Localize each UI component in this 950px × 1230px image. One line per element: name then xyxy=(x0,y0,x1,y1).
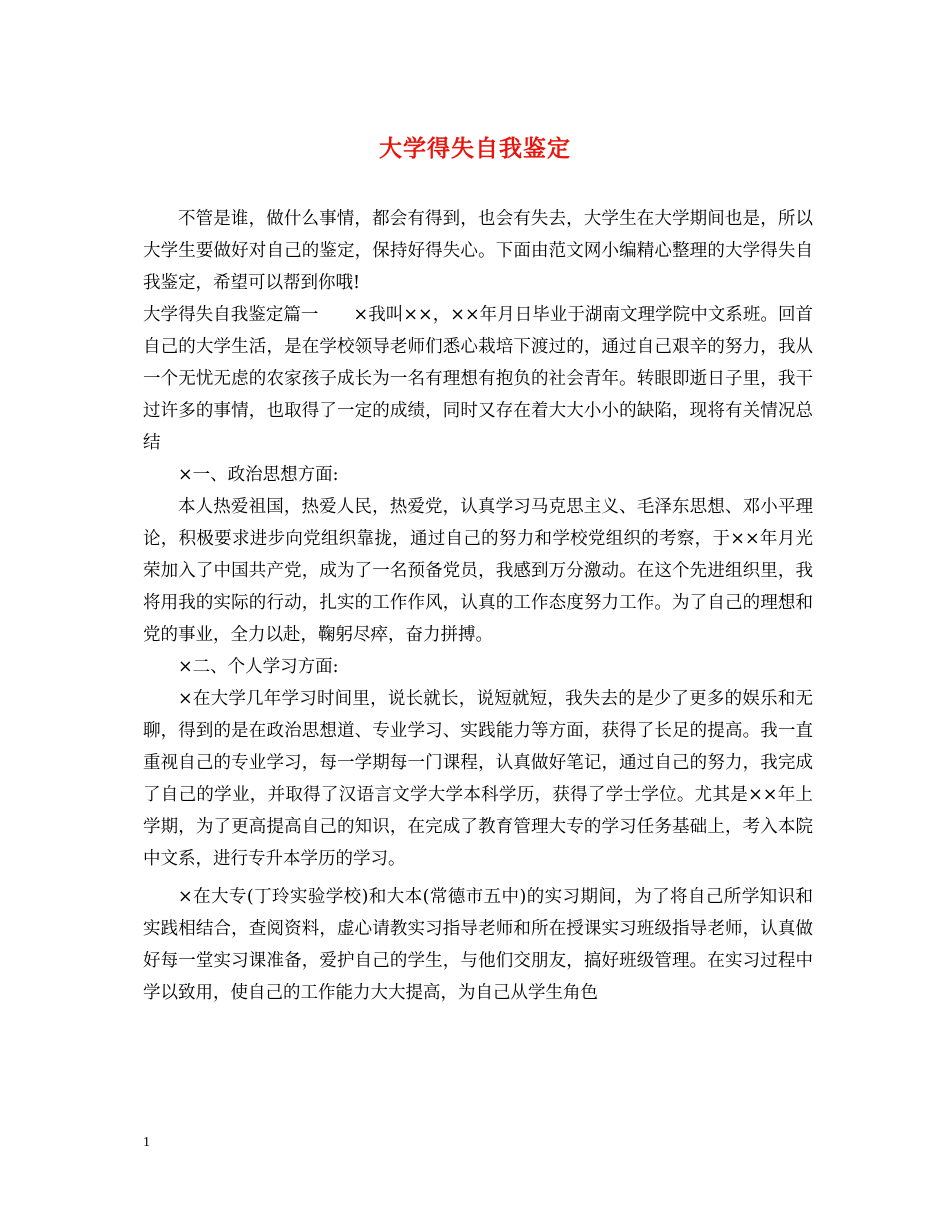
politics-paragraph: 本人热爱祖国，热爱人民，热爱党，认真学习马克思主义、毛泽东思想、邓小平理论，积极要求进步向党组织靠拢，通过自己的努力和学校党组织的考察，于××年月光荣加入了中国共产党，成为了一名预备党员，我感到万分激动。在这个先进组织里，我将用我的实际的行动，扎实的工作作风，认真的工作态度努力工作。为了自己的理想和党的事业，全力以赴，鞠躬尽瘁，奋力拼搏。 xyxy=(143,497,813,645)
document-body xyxy=(143,203,813,1009)
document-title: 大学得失自我鉴定 xyxy=(379,135,571,162)
section-one-paragraph: 大学得失自我鉴定篇一 ×我叫××，××年月日毕业于湖南文理学院中文系班。回首自己的大学生活，是在学校领导老师们悉心栽培下渡过的，通过自己艰辛的努力，我从一个无忧无虑的农家孩子成长为一名有理想有抱负的社会青年。转眼即逝日子里，我干过许多的事情，也取得了一定的成绩，同时又存在着大大小小的缺陷，现将有关情况总结 xyxy=(143,305,813,453)
study-paragraph: ×在大学几年学习时间里，说长就长，说短就短，我失去的是少了更多的娱乐和无聊，得到的是在政治思想道、专业学习、实践能力等方面，获得了长足的提高。我一直重视自己的专业学习，每一学期每一门课程，认真做好笔记，通过自己的努力，我完成了自己的学业，并取得了汉语言文学大学本科学历，获得了学士学位。尤其是××年上学期，为了更高提高自己的知识，在完成了教育管理大专的学习任务基础上，考入本院中文系，进行专升本学历的学习。 xyxy=(143,689,813,869)
intro-paragraph: 不管是谁，做什么事情，都会有得到，也会有失去，大学生在大学期间也是，所以大学生要做好对自己的鉴定，保持好得失心。下面由范文网小编精心整理的大学得失自我鉴定，希望可以帮到你哦! xyxy=(143,209,813,293)
heading-politics: ×一、政治思想方面: xyxy=(178,465,339,485)
page-number: 1 xyxy=(143,1135,150,1150)
heading-study: ×二、个人学习方面: xyxy=(178,657,339,677)
internship-paragraph: ×在大专(丁玲实验学校)和大本(常德市五中)的实习期间，为了将自己所学知识和实践相结合，查阅资料，虚心请教实习指导老师和所在授课实习班级指导老师，认真做好每一堂实习课准备，爱护自己的学生，与他们交朋友，搞好班级管理。在实习过程中学以致用，使自己的工作能力大大提高，为自己从学生角色 xyxy=(143,887,813,1003)
